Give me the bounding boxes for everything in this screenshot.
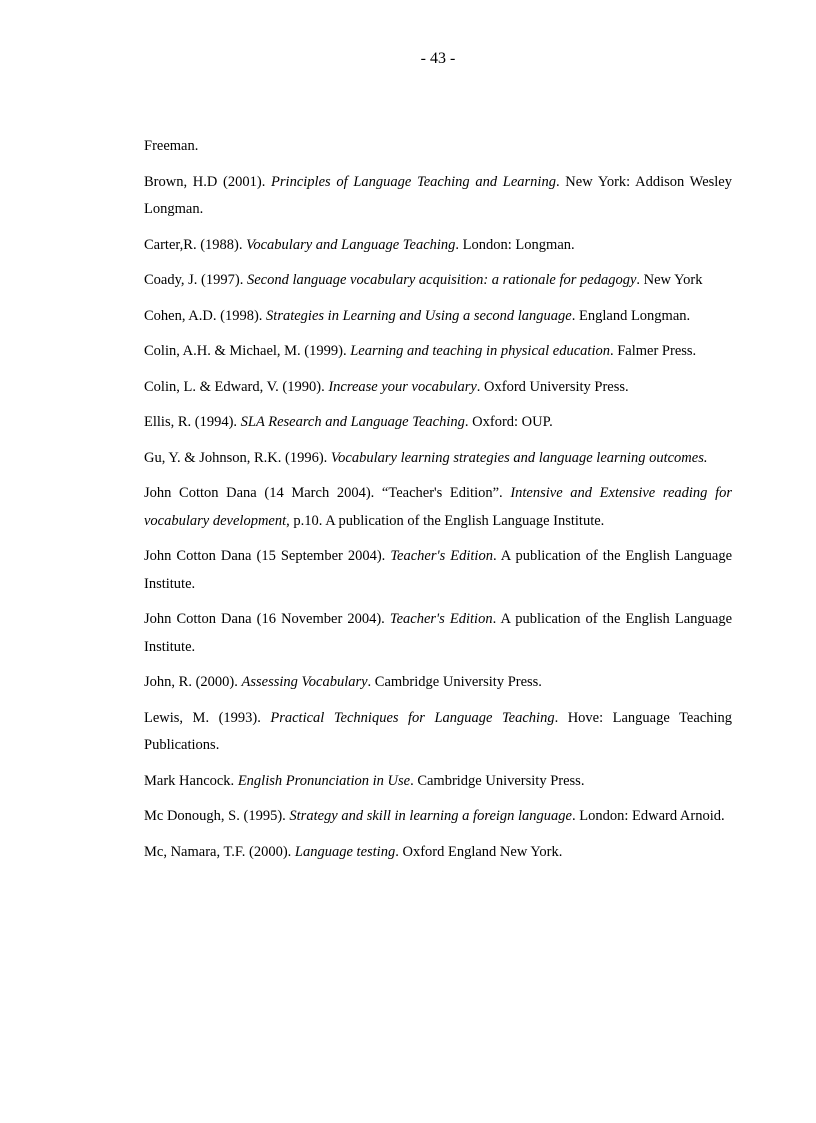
reference-author-date: Mc Donough, S. (1995).: [144, 808, 290, 824]
reference-publisher: . A publication of the English Language Institute.: [144, 548, 733, 592]
reference-entry: [144, 409, 732, 437]
reference-publisher: . Cambridge University Press.: [410, 772, 585, 789]
reference-publisher: , p.10. A publication of the English Language Institute.: [286, 512, 605, 529]
reference-title: Vocabulary and Language Teaching: [246, 236, 456, 253]
reference-author-date: John Cotton Dana (14 March 2004). “Teacher's Edition”.: [144, 485, 511, 501]
reference-entry: [144, 803, 732, 831]
reference-publisher: . Falmer Press.: [609, 343, 697, 359]
reference-publisher: . Hove: Language Teaching Publications.: [144, 709, 732, 753]
reference-title: Second language vocabulary acquisition: a rationale for pedagogy: [246, 272, 637, 288]
reference-author-date: Carter,R. (1988).: [144, 236, 247, 253]
reference-entry: [144, 705, 732, 760]
reference-title: Assessing Vocabulary: [241, 674, 368, 690]
reference-author-date: Colin, L. & Edward, V. (1990).: [144, 378, 329, 395]
reference-entry: [144, 374, 732, 402]
reference-publisher: . Oxford England New York.: [395, 843, 563, 860]
reference-entry: [144, 169, 732, 224]
reference-title: SLA Research and Language Teaching: [240, 414, 465, 430]
reference-title: Vocabulary learning strategies and language learning outcomes.: [330, 449, 708, 466]
reference-entry: [144, 232, 732, 260]
reference-entry: [144, 839, 732, 867]
reference-author-date: John Cotton Dana (16 November 2004).: [144, 611, 390, 627]
reference-author-date: Brown, H.D (2001).: [144, 173, 272, 190]
reference-title: Increase your vocabulary: [328, 378, 477, 395]
reference-publisher: . Oxford University Press.: [476, 378, 629, 395]
page-number: - 43 -: [420, 50, 456, 67]
reference-entry: [144, 768, 732, 796]
reference-publisher: . Cambridge University Press.: [367, 674, 542, 690]
reference-entry: [144, 303, 732, 331]
reference-author-date: Gu, Y. & Johnson, R.K. (1996).: [144, 449, 331, 466]
reference-title: English Pronunciation in Use: [237, 772, 411, 789]
reference-publisher: . London: Edward Arnoid.: [572, 808, 725, 824]
reference-title: Strategies in Learning and Using a second language: [266, 307, 572, 324]
reference-author-date: Lewis, M. (1993).: [144, 709, 271, 726]
reference-entry: [144, 267, 732, 295]
reference-publisher: . London: Longman.: [455, 236, 575, 253]
reference-author-date: Freeman.: [144, 138, 199, 154]
reference-author-date: John, R. (2000).: [144, 674, 242, 690]
reference-author-date: Coady, J. (1997).: [144, 272, 247, 288]
reference-entry: [144, 669, 732, 697]
reference-publisher: . New York: [636, 272, 703, 288]
reference-publisher: . England Longman.: [571, 307, 691, 324]
reference-entry: [144, 606, 732, 661]
reference-publisher: . New York: Addison Wesley Longman.: [144, 173, 732, 217]
reference-author-date: Mc, Namara, T.F. (2000).: [144, 843, 295, 860]
reference-author-date: Ellis, R. (1994).: [144, 414, 241, 430]
reference-title: Strategy and skill in learning a foreign language: [289, 808, 572, 824]
reference-author-date: John Cotton Dana (15 September 2004).: [144, 548, 391, 564]
reference-entry: [144, 543, 732, 598]
reference-author-date: Cohen, A.D. (1998).: [144, 307, 267, 324]
reference-title: Learning and teaching in physical education: [350, 343, 610, 359]
reference-title: Language testing: [294, 843, 396, 860]
reference-author-date: Colin, A.H. & Michael, M. (1999).: [144, 343, 351, 359]
reference-title: Teacher's Edition: [389, 611, 493, 627]
reference-title: Practical Techniques for Language Teaching: [270, 709, 555, 726]
reference-title: Teacher's Edition: [390, 548, 493, 564]
reference-title: Intensive and Extensive reading for vocabulary development: [144, 485, 732, 529]
reference-entry: [144, 445, 732, 473]
reference-publisher: . Oxford: OUP.: [464, 414, 553, 430]
reference-list: [144, 133, 732, 874]
reference-entry: [144, 480, 732, 535]
reference-entry: [144, 133, 732, 161]
reference-publisher: . A publication of the English Language Institute.: [144, 611, 733, 655]
reference-title: Principles of Language Teaching and Learning: [271, 173, 556, 190]
reference-author-date: Mark Hancock.: [144, 772, 238, 789]
reference-entry: [144, 338, 732, 366]
